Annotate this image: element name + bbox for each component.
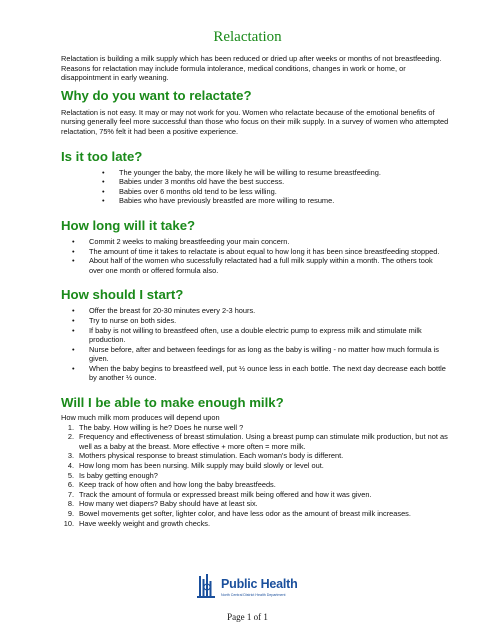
list-item: • Nurse before, after and between feedings for as long as the baby is willing - no matter how much formula is given. [61, 345, 449, 364]
list-item: • Babies under 3 months old have the best success. [61, 177, 449, 187]
list-item: 10. Have weekly weight and growth checks. [63, 518, 211, 528]
heading-why: Why do you want to relactate? [61, 87, 252, 103]
list-item: 1. The baby. How willing is he? Does he nurse well ? [67, 422, 244, 432]
page-number: Page 1 of 1 [227, 612, 268, 622]
public-health-logo [197, 572, 337, 608]
too-late-list [61, 168, 449, 206]
list-item: 9. Bowel movements get softer, lighter color, and have less odor as the amount of breast milk increases. [67, 509, 411, 518]
list-item: • About half of the women who sucessfully relactated had a full milk supply within a month. The others took over one month or offered formula also. [61, 256, 449, 275]
list-item: • When the baby begins to breastfeed well, put ½ ounce less in each bottle. The next day decrease each bottle by another ½ ounce. [61, 364, 449, 383]
intro-paragraph: Relactation is building a milk supply which has been reduced or dried up after weeks or months of not breastfeeding. Reasons for relactation may include formula intolerance, medical conditions, changes in work or home, or disappointment in early weaning. [61, 54, 442, 83]
page-title: Relactation [213, 29, 282, 45]
list-item: • Offer the breast for 20-30 minutes every 2-3 hours. [61, 306, 449, 316]
why-paragraph: Relactation is not easy. It may or may not work for you. Women who relactate because of the emotional benefits of nursing generally feel more successful than those who focus on their milk supply. In a survey of women who attempted relactation, 75% felt it had been a positive experience. [61, 107, 449, 136]
heading-start: How should I start? [61, 287, 184, 303]
heading-enough-milk: Will I be able to make enough milk? [61, 395, 284, 411]
list-item: 6. Keep track of how often and how long the baby breastfeeds. [67, 480, 276, 490]
list-item: • The younger the baby, the more likely he will be willing to resume breastfeeding. [61, 168, 449, 178]
public-health-emblem-icon [197, 572, 221, 606]
list-item: • Babies over 6 months old tend to be less willing. [61, 187, 449, 197]
list-item: 3. Mothers physical response to breast stimulation. Each woman's body is different. [67, 451, 344, 461]
list-item: 8. How many wet diapers? Baby should have at least six. [67, 499, 258, 509]
list-item: 7. Track the amount of formula or expressed breast milk being offered and how it was given. [67, 489, 372, 499]
how-long-list [61, 237, 449, 275]
list-item: 5. Is baby getting enough? [67, 470, 158, 480]
list-item: • If baby is not willing to breastfeed often, use a double electric pump to express milk and stimulate milk production. [61, 326, 449, 345]
logo-subtitle: North Central District Health Department [221, 593, 286, 597]
document-body [61, 54, 449, 528]
list-item: • Try to nurse on both sides. [61, 316, 449, 326]
heading-too-late: Is it too late? [61, 148, 143, 164]
list-item: • Commit 2 weeks to making breastfeeding your main concern. [61, 237, 449, 247]
list-item: 4. How long mom has been nursing. Milk supply may build slowly or level out. [67, 461, 324, 471]
heading-how-long: How long will it take? [61, 217, 196, 233]
enough-list [61, 423, 449, 529]
list-item: • The amount of time it takes to relactate is about equal to how long it has been since breastfeeding stopped. [61, 247, 449, 257]
logo-name: Public Health [221, 577, 298, 591]
start-list [61, 306, 449, 383]
list-item: 2. Frequency and effectiveness of breast stimulation. Using a breast pump can stimulate milk production, but not as well as a baby at the breast. More effective + more often = more milk. [67, 432, 448, 451]
enough-lead: How much milk mom produces will depend upon [61, 413, 220, 423]
list-item: • Babies who have previously breastfed are more willing to resume. [61, 196, 449, 206]
